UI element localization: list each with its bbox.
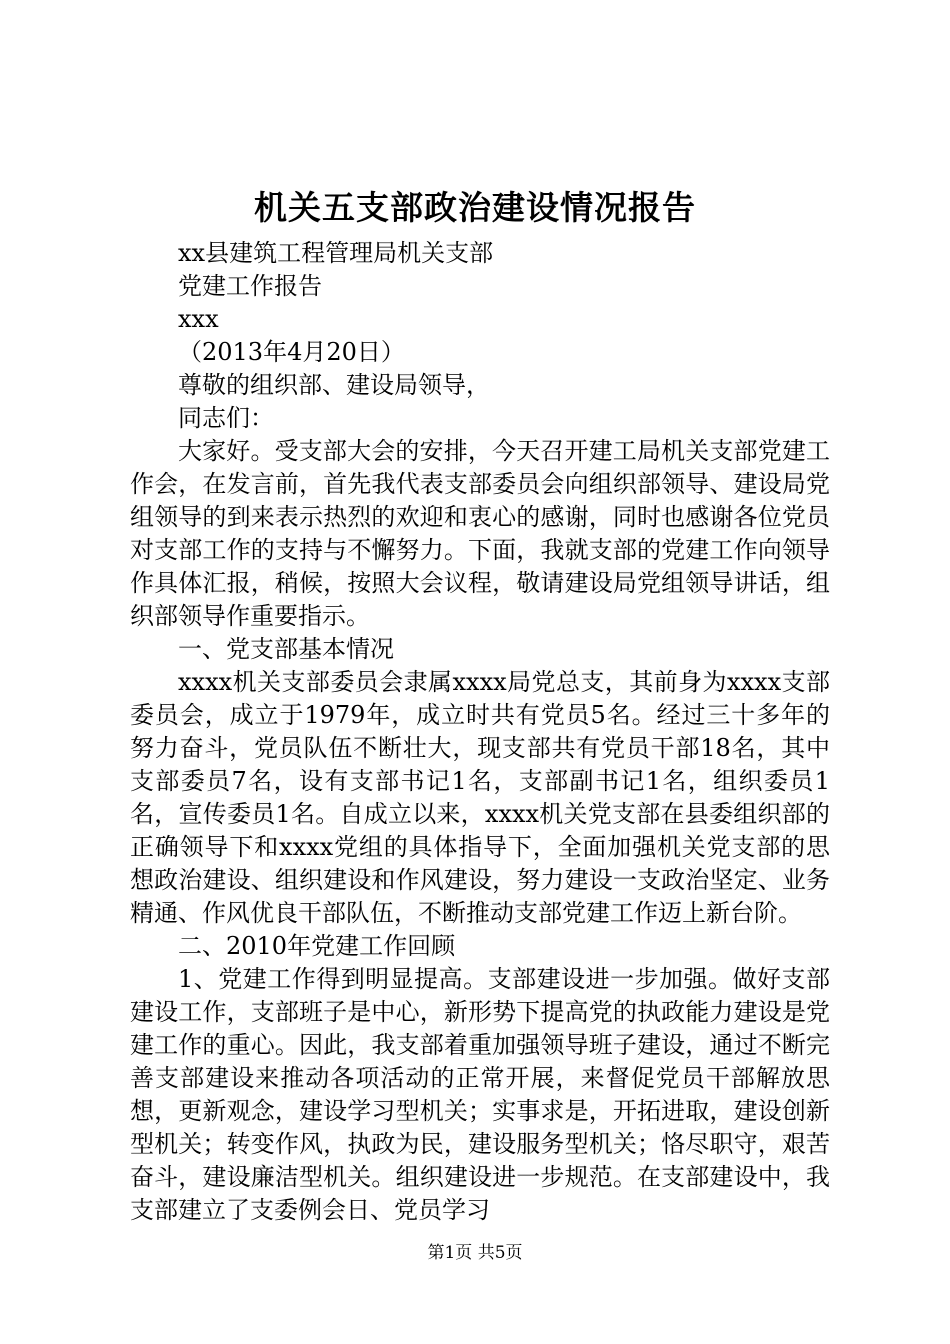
paragraph-opening: 大家好。受支部大会的安排，今天召开建工局机关支部党建工作会，在发言前，首先我代表支部委员会向组织部领导、建设局党组领导的到来表示热烈的欢迎和衷心的感谢，同时也感谢各位党员对支部工作的支持与不懈努力。下面，我就支部的党建工作向领导作具体汇报，稍候，按照大会议程，敬请建设局党组领导讲话，组织部领导作重要指示。 (130, 437, 830, 630)
section-heading-review: 二、2010年党建工作回顾 (178, 932, 456, 960)
document-body (130, 237, 830, 1227)
header-line-date: （2013年4月20日） (178, 338, 405, 366)
paragraph-basic-info: xxxx机关支部委员会隶属xxxx局党总支，其前身为xxxx支部委员会，成立于1979年，成立时共有党员5名。经过三十多年的努力奋斗，党员队伍不断壮大，现支部共有党员干部18名，其中支部委员7名，设有支部书记1名，支部副书记1名，组织委员1名，宣传委员1名。自成立以来，xxxx机关党支部在县委组织部的正确领导下和xxxx党组的具体指导下，全面加强机关党支部的思想政治建设、组织建设和作风建设，努力建设一支政治坚定、业务精通、作风优良干部队伍，不断推动支部党建工作迈上新台阶。 (130, 668, 830, 927)
page-number-footer: 第1页 共5页 (427, 1243, 523, 1263)
paragraph-review: 1、党建工作得到明显提高。支部建设进一步加强。做好支部建设工作，支部班子是中心，新形势下提高党的执政能力建设是党建工作的重心。因此，我支部着重加强领导班子建设，通过不断完善支部建设来推动各项活动的正常开展，来督促党员干部解放思想，更新观念，建设学习型机关；实事求是，开拓进取，建设创新型机关；转变作风，执政为民，建设服务型机关；恪尽职守，艰苦奋斗，建设廉洁型机关。组织建设进一步规范。在支部建设中，我支部建立了支委例会日、党员学习 (130, 965, 830, 1224)
header-line-author: xxx (178, 305, 219, 333)
salutation-comrades: 同志们： (178, 404, 274, 432)
header-line-report: 党建工作报告 (178, 272, 322, 300)
salutation-leaders: 尊敬的组织部、建设局领导， (178, 371, 490, 399)
section-heading-basic-info: 一、党支部基本情况 (178, 635, 394, 663)
document-title: 机关五支部政治建设情况报告 (254, 188, 696, 227)
header-line-org: xx县建筑工程管理局机关支部 (178, 239, 494, 267)
